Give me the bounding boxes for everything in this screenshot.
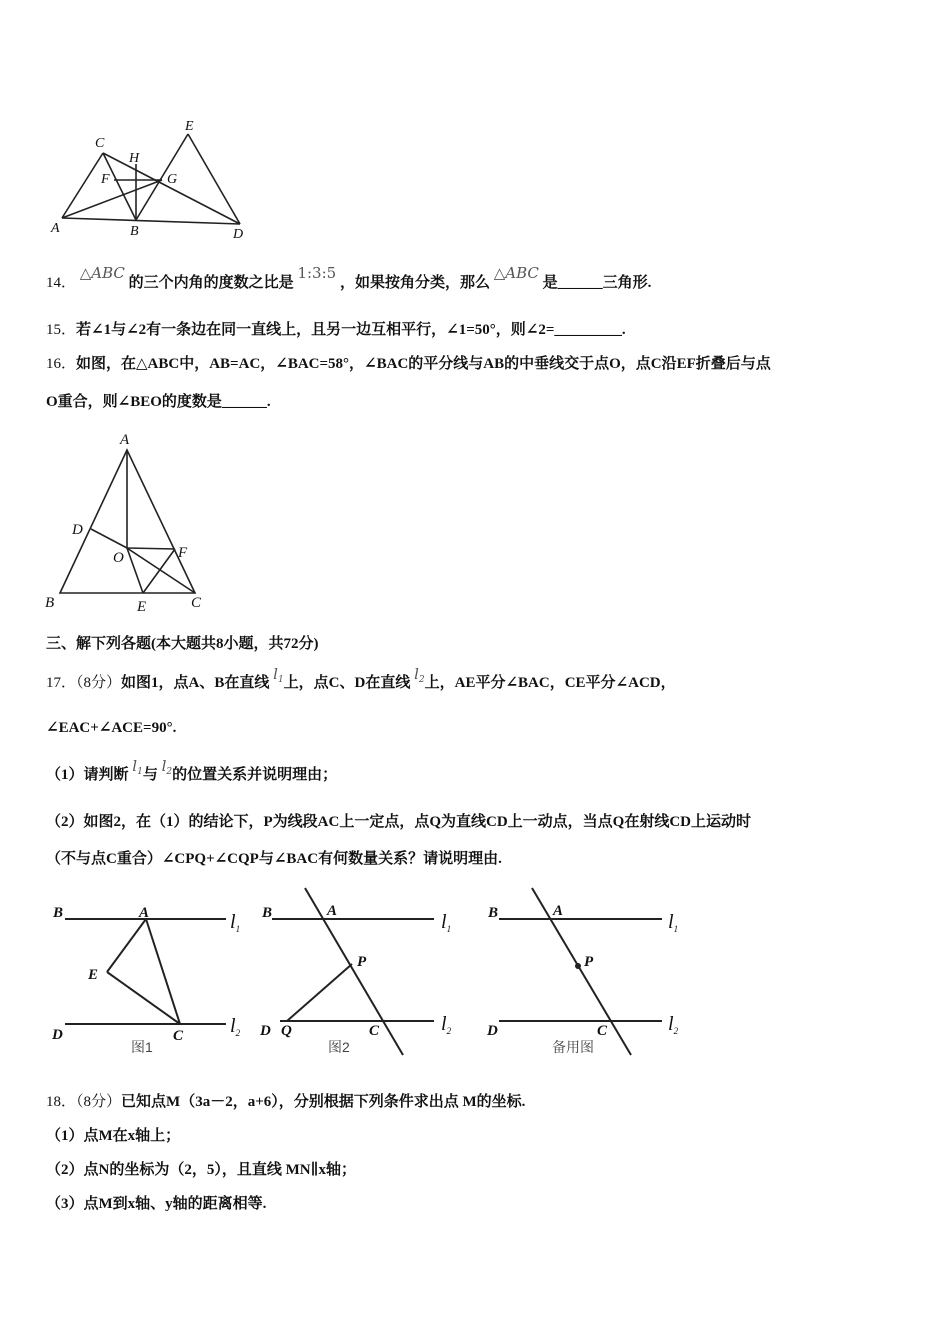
q17-part1-l2: l xyxy=(161,757,167,775)
question-17-line-2: ∠EAC+∠ACE=90°. xyxy=(46,720,177,736)
q15-text: 若∠1与∠2有一条边在同一直线上，且另一边互相平行，∠1=50°，则∠2=_________. xyxy=(76,322,626,338)
q14-triangle-1: △ABC xyxy=(79,264,125,282)
fig1-label-b: B xyxy=(53,905,64,921)
q17-l2: l xyxy=(414,665,419,683)
q16-label-d: D xyxy=(72,522,83,538)
question-18-part-2: （2）点N的坐标为（2，5），且直线 MN∥x轴； xyxy=(46,1162,357,1178)
fig1-l2: $l_2$ xyxy=(230,1015,241,1038)
q18-score: （8分） xyxy=(76,1094,122,1110)
fig1-label-d: D xyxy=(52,1027,63,1043)
q17-part1-l1: l xyxy=(132,757,138,775)
fig2-label-b: B xyxy=(262,905,273,921)
fig3-point-p xyxy=(575,963,581,969)
q13-label-c: C xyxy=(95,136,105,151)
q18-number: 18． xyxy=(46,1094,77,1110)
q17-l2-sub: 2 xyxy=(418,675,425,685)
fig3-label-a: A xyxy=(553,903,564,919)
q17-text-1: 如图1，点A、B在直线 xyxy=(121,675,270,691)
q18-stem-text: 已知点M（3a－2，a+6），分别根据下列条件求出点 M的坐标. xyxy=(121,1094,526,1110)
question-17-part-2-line-2: （不与点C重合）∠CPQ+∠CQP与∠BAC有何数量关系？请说明理由. xyxy=(46,851,502,867)
fig1-l1: $l_1$ xyxy=(230,911,241,934)
q13-label-f: F xyxy=(101,172,110,187)
q16-number: 16． xyxy=(46,356,77,372)
q17-part1-l1-sub: 1 xyxy=(137,767,143,777)
fig1-caption: 图1 xyxy=(131,1039,153,1055)
q13-label-b: B xyxy=(130,224,139,239)
question-18-part-3: （3）点M到x轴、y轴的距离相等. xyxy=(46,1196,267,1212)
q17-part1-l2-sub: 2 xyxy=(166,767,173,777)
q14-text-2: ，如果按角分类，那么 xyxy=(339,275,490,291)
fig3-label-c: C xyxy=(597,1023,608,1039)
fig2-label-q: Q xyxy=(281,1023,292,1039)
q13-label-g: G xyxy=(167,172,178,187)
section-3-title: 三、解下列各题(本大题共8小题，共72分) xyxy=(46,636,319,652)
q17-figure-3 xyxy=(499,888,662,1055)
q14-triangle-2: △ABC xyxy=(493,264,539,282)
fig2-l1: $l_1$ xyxy=(441,911,452,934)
q17-text-2: 上，点C、D在直线 xyxy=(283,675,411,691)
q13-label-a: A xyxy=(51,221,60,236)
q16-label-b: B xyxy=(45,595,55,611)
fig3-l2: $l_2$ xyxy=(668,1013,679,1036)
q16-label-e: E xyxy=(137,599,147,615)
fig2-label-p: P xyxy=(357,954,367,970)
fig1-label-c: C xyxy=(173,1028,184,1044)
q14-ratio: 1:3:5 xyxy=(297,264,337,282)
fig2-label-c: C xyxy=(369,1023,380,1039)
q13-label-d: D xyxy=(233,227,244,242)
q17-text-3: 上，AE平分∠BAC，CE平分∠ACD， xyxy=(424,675,676,691)
q13-label-h: H xyxy=(129,151,140,166)
question-18-part-1: （1）点M在x轴上； xyxy=(46,1128,181,1144)
q15-number: 15． xyxy=(46,322,77,338)
fig2-label-a: A xyxy=(327,903,338,919)
q16-label-f: F xyxy=(178,545,188,561)
q16-label-c: C xyxy=(191,595,202,611)
fig3-label-b: B xyxy=(488,905,499,921)
fig2-l2: $l_2$ xyxy=(441,1013,452,1036)
q17-l1-sub: 1 xyxy=(277,675,284,685)
fig1-label-a: A xyxy=(139,905,150,921)
q16-text-1: 如图，在△ABC中，AB=AC，∠BAC=58°，∠BAC的平分线与AB的中垂线交于点O，点C沿EF折叠后与点 xyxy=(76,356,771,372)
fig1-label-e: E xyxy=(88,967,99,983)
q17-number: 17． xyxy=(46,675,77,691)
q14-text-3: 是______三角形. xyxy=(542,275,652,291)
fig3-label-p: P xyxy=(584,954,594,970)
q17-score: （8分） xyxy=(76,675,122,691)
q14-text-1: 的三个内角的度数之比是 xyxy=(128,275,294,291)
question-17-part-2-line-1: （2）如图2，在（1）的结论下，P为线段AC上一定点，点Q为直线CD上一动点，当点Q在射线CD上运动时 xyxy=(46,814,751,830)
q17-part1-b: 与 xyxy=(142,767,158,783)
q14-number: 14． xyxy=(46,275,77,291)
q16-label-a: A xyxy=(120,432,130,448)
fig2-label-d: D xyxy=(260,1023,271,1039)
q17-l1: l xyxy=(273,665,278,683)
q17-part1-a: （1）请判断 xyxy=(46,767,129,783)
fig3-caption: 备用图 xyxy=(552,1039,594,1055)
q16-text-2: O重合，则∠BEO的度数是______. xyxy=(46,394,271,410)
fig3-l1: $l_1$ xyxy=(668,911,679,934)
fig2-caption: 图2 xyxy=(328,1039,350,1055)
q13-label-e: E xyxy=(185,119,194,134)
q17-figure-2 xyxy=(272,888,434,1055)
q16-label-o: O xyxy=(113,550,124,566)
question-18-stem xyxy=(46,1092,525,1112)
q17-part1-c: 的位置关系并说明理由； xyxy=(172,767,338,783)
fig3-label-d: D xyxy=(487,1023,498,1039)
